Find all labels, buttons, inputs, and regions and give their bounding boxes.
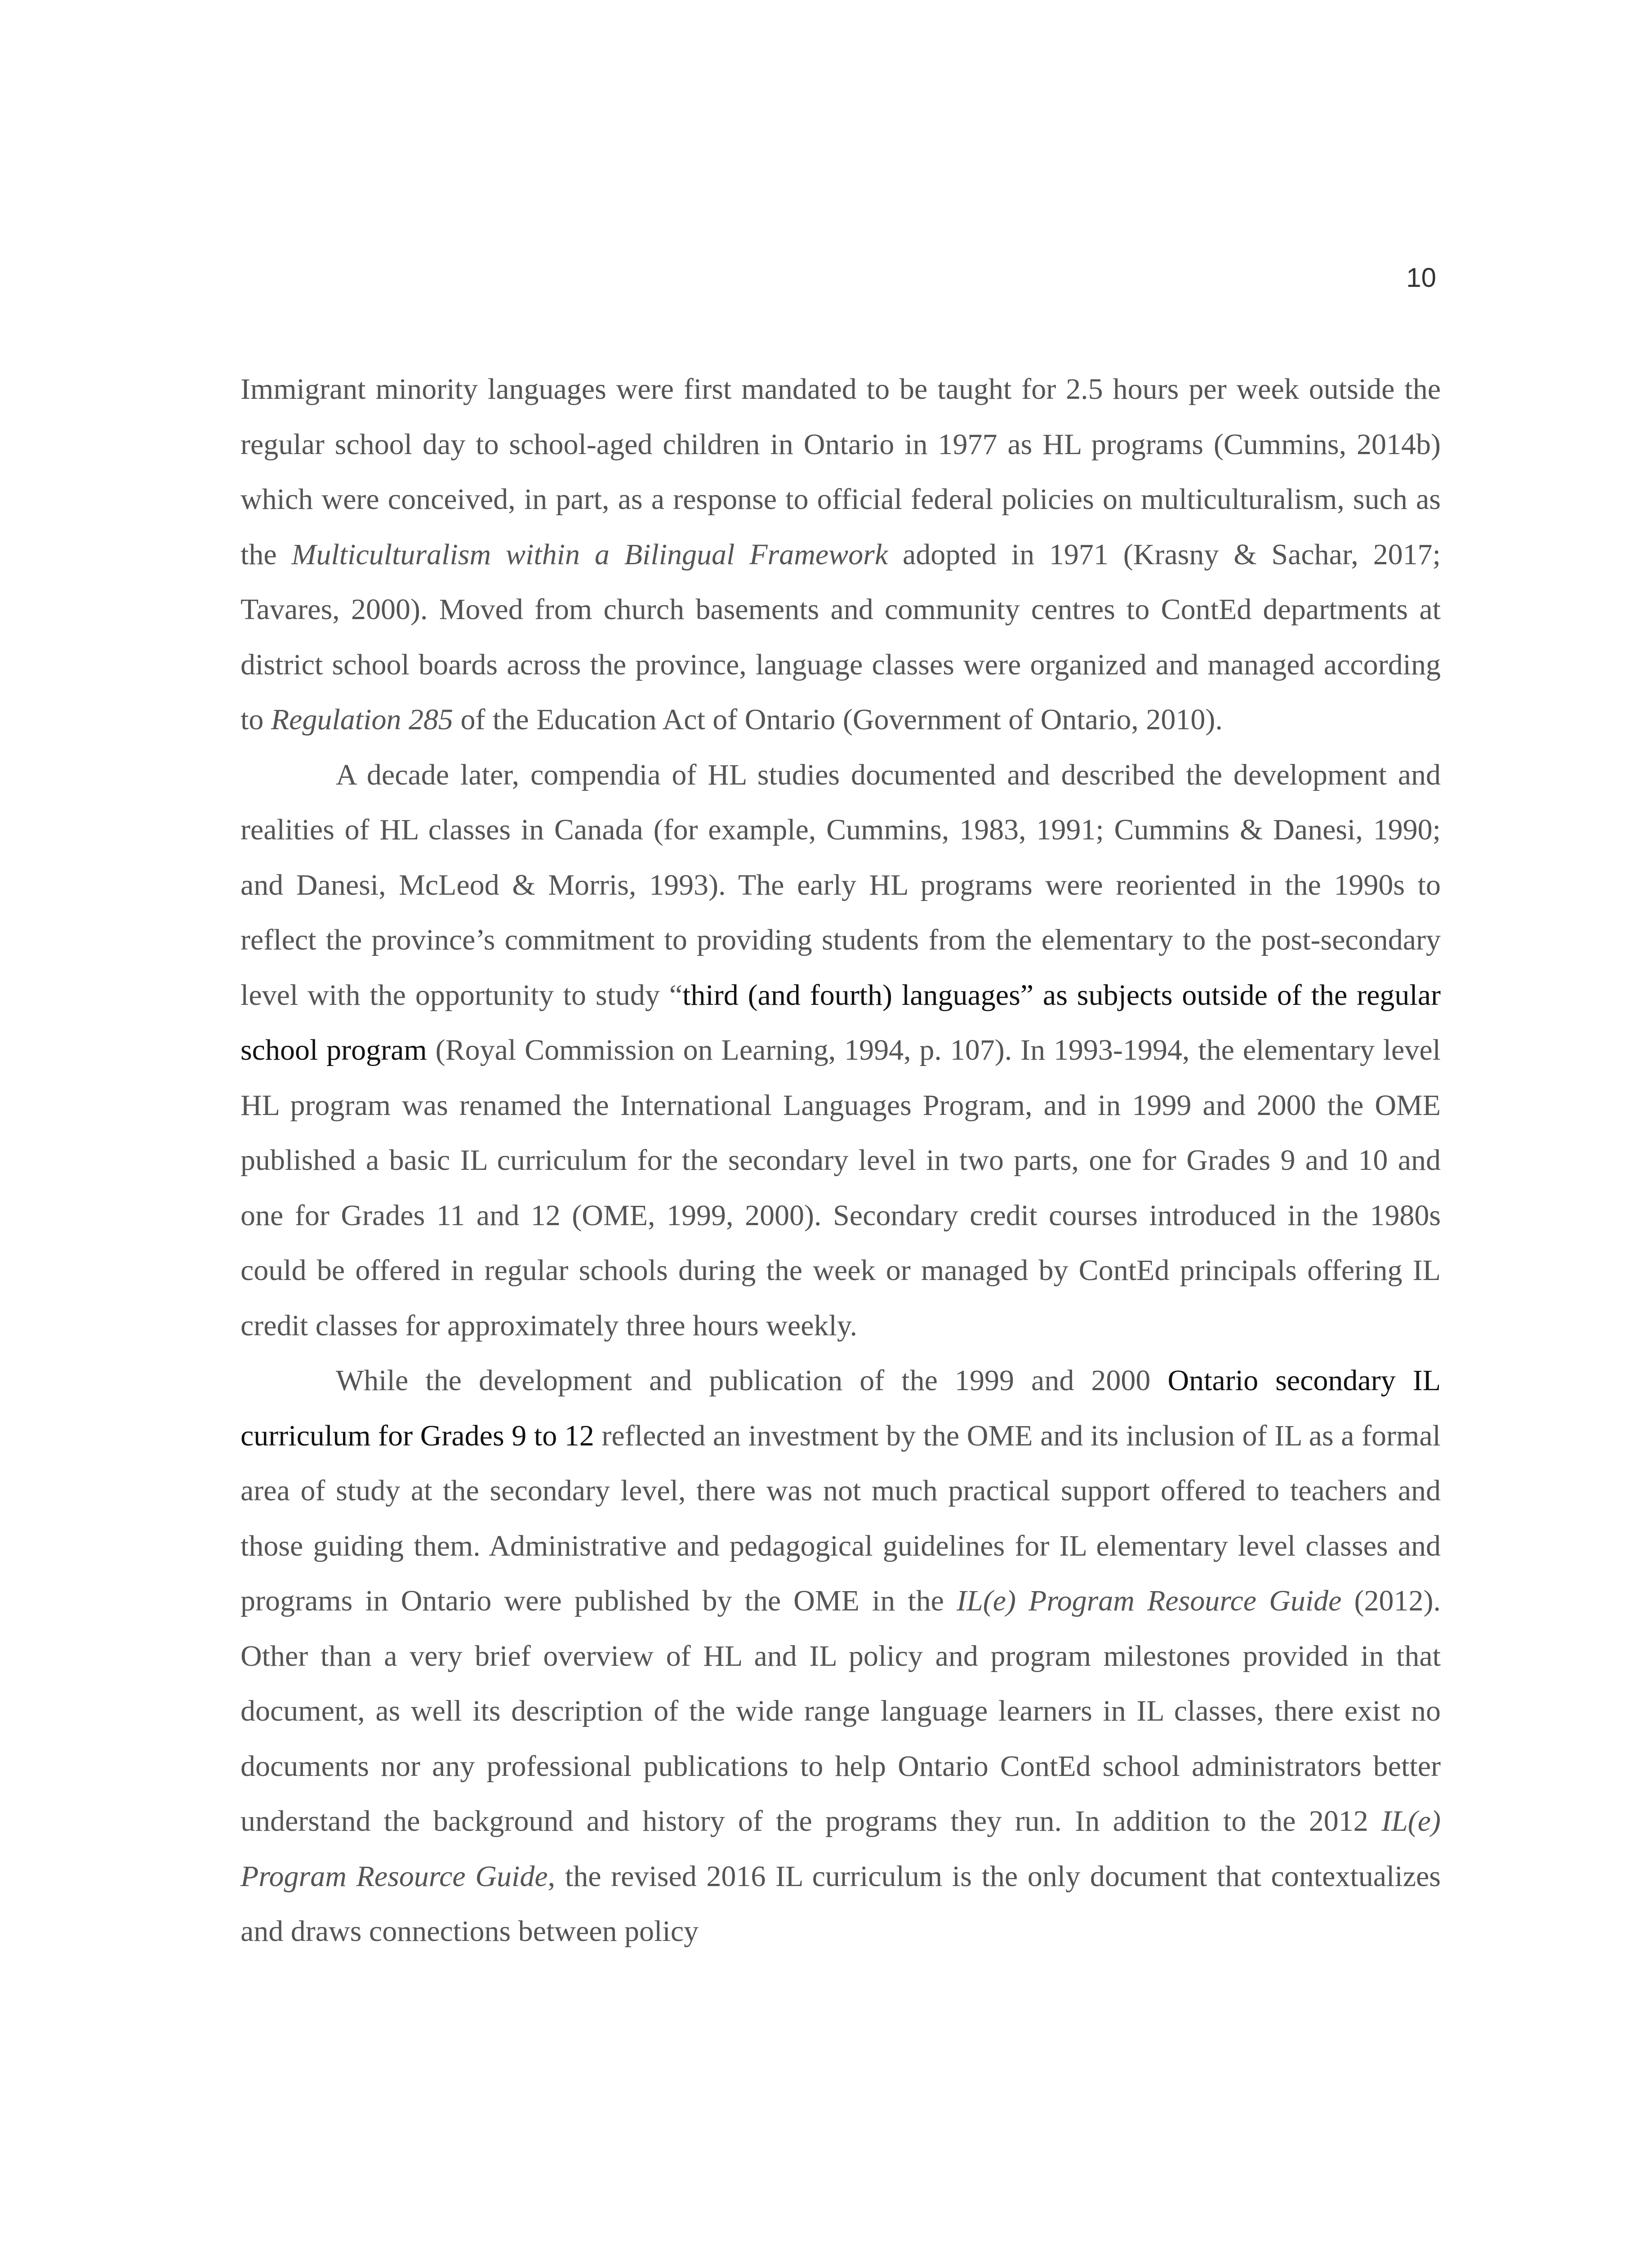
paragraph-3-segment: , the revised 2016 IL curriculum is the only document that contextualizes and draws connections between policy	[240, 1860, 1441, 1948]
paragraph-1-italic-regulation: Regulation 285	[271, 703, 453, 736]
paragraph-1	[240, 362, 1441, 748]
body-text	[240, 362, 1441, 1959]
paragraph-3-segment: While the development and publication of the 1999 and 2000	[336, 1364, 1168, 1397]
paragraph-2-segment: 1993). The early HL programs were reoriented in the 1990s to reflect the province’s commitment to providing students from the elementary to the post-secondary level with the opportunity to study “	[240, 868, 1441, 1012]
paragraph-2-italic-comma: ,	[628, 868, 637, 901]
page-number: 10	[1406, 263, 1436, 293]
paragraph-2-segment: (Royal Commission on Learning, 1994, p. 107). In 1993-1994, the elementary level HL program was renamed the International Languages Program, and in 1999 and 2000 the OME published a basic IL curriculum for the secondary level in two parts, one for Grades 9 and 10 and one for Grades 11 and 12 (OME, 1999, 2000). Secondary credit courses introduced in the 1980s could be offered in regular schools during the week or managed by ContEd principals offering IL credit classes for approximately three hours weekly.	[240, 1034, 1441, 1342]
paragraph-2-segment: A decade later, compendia of HL studies documented and described the development and realities of HL classes in Canada (for example, Cummins, 1983, 1991; Cummins & Danesi, 1990; and Danesi, McLeod & Morris	[240, 758, 1441, 901]
paragraph-3-segment: reflected an investment by the OME and its inclusion of IL as a formal area of study at the secondary level, there was not much practical support offered to teachers and those guiding them. Administrative and pedagogical guidelines for IL elementary level classes and programs in Ontario were published by the OME in the	[240, 1419, 1441, 1617]
paragraph-3-curriculum-title: Ontario secondary IL curriculum for Grades 9 to 12	[240, 1364, 1441, 1452]
paragraph-2	[240, 748, 1441, 1354]
paragraph-1-segment: adopted in 1971 (Krasny & Sachar, 2017; Tavares, 2000). Moved from church basements and community centres to ContEd departments at district school boards across the province, language classes were organized and managed according to	[240, 538, 1441, 736]
paragraph-1-segment: Immigrant minority languages were first mandated to be taught for 2.5 hours per week outside the regular school day to school-aged children in Ontario in 1977 as HL programs (Cummins, 2014b) which were conceived, in part, as a response to official federal policies on multiculturalism, such as the	[240, 373, 1441, 571]
paragraph-1-segment: of the Education Act of Ontario (Government of Ontario, 2010).	[453, 703, 1223, 736]
paragraph-3-italic-guide: IL(e) Program Resource Guide	[240, 1805, 1441, 1893]
paragraph-1-italic-title: Multiculturalism within a Bilingual Framework	[291, 538, 888, 571]
paragraph-2-quoted-text: third (and fourth) languages” as subjects outside of the regular school program	[240, 978, 1441, 1066]
paragraph-3-italic-guide: IL(e) Program Resource Guide	[957, 1584, 1342, 1617]
paragraph-3	[240, 1353, 1441, 1959]
paragraph-3-segment: (2012). Other than a very brief overview of HL and IL policy and program milestones provided in that document, as well its description of the wide range language learners in IL classes, there exist no documents nor any professional publications to help Ontario ContEd school administrators better understand the background and history of the programs they run. In addition to the 2012	[240, 1584, 1441, 1838]
